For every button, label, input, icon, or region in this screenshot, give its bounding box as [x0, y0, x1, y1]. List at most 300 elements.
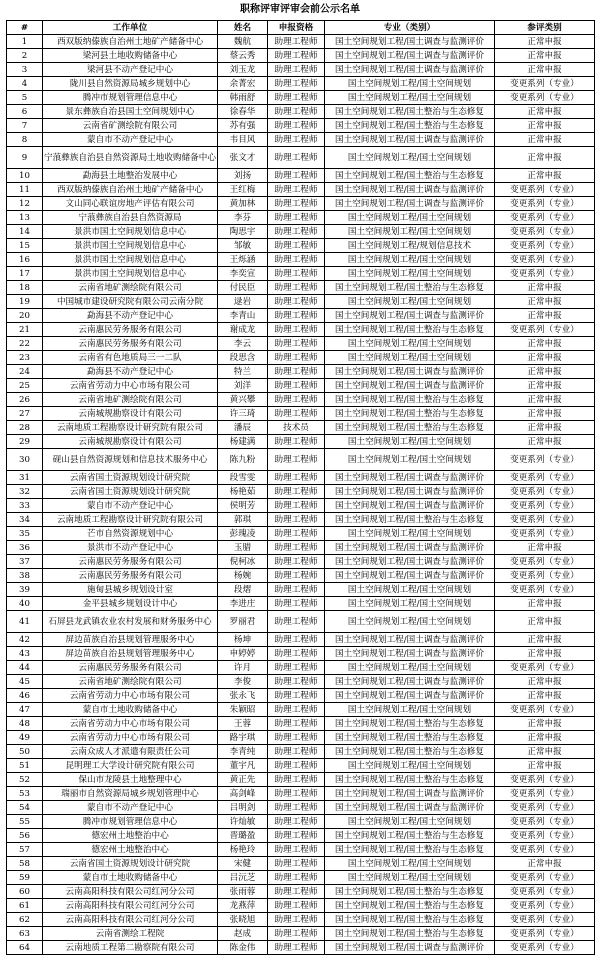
row-employer: 云南惠民劳务服务有限公司 [43, 323, 218, 337]
row-category: 正常申报 [495, 611, 595, 633]
row-name: 王红梅 [218, 183, 268, 197]
row-specialty: 国土空间规划工程/国土空间规划 [325, 815, 495, 829]
row-index: 62 [7, 913, 43, 927]
row-specialty: 国土空间规划工程/国土调查与监测评价 [325, 541, 495, 555]
row-index: 24 [7, 365, 43, 379]
row-specialty: 国土空间规划工程/国土空间规划 [325, 871, 495, 885]
row-specialty: 国土空间规划工程/国土空间规划 [325, 703, 495, 717]
row-qualification: 助理工程师 [268, 773, 325, 787]
table-row [7, 119, 595, 133]
row-name: 李芬 [218, 211, 268, 225]
row-qualification: 助理工程师 [268, 583, 325, 597]
row-specialty: 国土空间规划工程/国土调查与监测评价 [325, 309, 495, 323]
row-index: 43 [7, 647, 43, 661]
table-row [7, 647, 595, 661]
row-specialty: 国土空间规划工程/国土整治与生态修复 [325, 829, 495, 843]
row-category: 变更系列（专业） [495, 513, 595, 527]
row-name: 路宇琪 [218, 731, 268, 745]
row-name: 倪柯冰 [218, 555, 268, 569]
row-employer: 景洪市国土空间规划信息中心 [43, 225, 218, 239]
row-index: 40 [7, 597, 43, 611]
row-name: 张永飞 [218, 689, 268, 703]
row-specialty: 国土空间规划工程/国土调查与监测评价 [325, 499, 495, 513]
table-row [7, 927, 595, 941]
row-qualification: 助理工程师 [268, 239, 325, 253]
row-qualification: 助理工程师 [268, 35, 325, 49]
table-row [7, 913, 595, 927]
row-name: 苏有强 [218, 119, 268, 133]
row-qualification: 助理工程师 [268, 77, 325, 91]
row-index: 37 [7, 555, 43, 569]
row-name: 邹敏 [218, 239, 268, 253]
table-row [7, 323, 595, 337]
row-specialty: 国土空间规划工程/国土调查与监测评价 [325, 35, 495, 49]
table-row [7, 857, 595, 871]
table-row [7, 843, 595, 857]
row-specialty: 国土空间规划工程/国土整治与生态修复 [325, 885, 495, 899]
table-row [7, 105, 595, 119]
row-name: 魏航 [218, 35, 268, 49]
row-qualification: 助理工程师 [268, 133, 325, 147]
row-employer: 屏边苗族自治县规划管理服务中心 [43, 647, 218, 661]
row-employer: 云南省矿测绘院有限公司 [43, 119, 218, 133]
row-employer: 云南省有色地质局三一二队 [43, 351, 218, 365]
table-row [7, 309, 595, 323]
row-category: 正常申报 [495, 597, 595, 611]
row-specialty: 国土空间规划工程/国土整治与生态修复 [325, 731, 495, 745]
row-index: 28 [7, 421, 43, 435]
row-category: 变更系列（专业） [495, 787, 595, 801]
row-name: 张雨蓉 [218, 885, 268, 899]
table-row [7, 527, 595, 541]
row-qualification: 助理工程师 [268, 815, 325, 829]
row-specialty: 国土空间规划工程/国土空间规划 [325, 295, 495, 309]
row-category: 变更系列（专业） [495, 211, 595, 225]
row-category: 正常申报 [495, 633, 595, 647]
row-category: 正常申报 [495, 393, 595, 407]
row-name: 杨艳茹 [218, 485, 268, 499]
row-specialty: 国土空间规划工程/国土整治与生态修复 [325, 913, 495, 927]
row-name: 谢成龙 [218, 323, 268, 337]
row-index: 42 [7, 633, 43, 647]
row-index: 55 [7, 815, 43, 829]
row-name: 张晓旭 [218, 913, 268, 927]
row-index: 38 [7, 569, 43, 583]
row-category: 变更系列（专业） [495, 583, 595, 597]
row-category: 正常申报 [495, 63, 595, 77]
row-employer: 云南惠民劳务服务有限公司 [43, 337, 218, 351]
row-index: 1 [7, 35, 43, 49]
table-body [7, 35, 595, 955]
row-category: 正常申报 [495, 119, 595, 133]
table-row [7, 583, 595, 597]
row-index: 23 [7, 351, 43, 365]
row-index: 53 [7, 787, 43, 801]
row-index: 44 [7, 661, 43, 675]
row-category: 变更系列（专业） [495, 253, 595, 267]
row-employer: 云南城规勘察设计有限公司 [43, 435, 218, 449]
row-index: 35 [7, 527, 43, 541]
row-index: 54 [7, 801, 43, 815]
row-index: 8 [7, 133, 43, 147]
row-category: 变更系列（专业） [495, 829, 595, 843]
row-employer: 景洪市不动产登记中心 [43, 541, 218, 555]
row-qualification: 助理工程师 [268, 323, 325, 337]
row-category: 变更系列（专业） [495, 197, 595, 211]
row-specialty: 国土空间规划工程/国土整治与生态修复 [325, 773, 495, 787]
table-row [7, 239, 595, 253]
row-specialty: 国土空间规划工程/国土整治与生态修复 [325, 421, 495, 435]
row-category: 变更系列（专业） [495, 267, 595, 281]
table-row [7, 449, 595, 471]
row-index: 31 [7, 471, 43, 485]
row-qualification: 助理工程师 [268, 513, 325, 527]
row-name: 龙燕萍 [218, 899, 268, 913]
row-index: 56 [7, 829, 43, 843]
row-qualification: 助理工程师 [268, 267, 325, 281]
row-category: 正常申报 [495, 35, 595, 49]
row-index: 26 [7, 393, 43, 407]
table-row [7, 513, 595, 527]
row-qualification: 助理工程师 [268, 647, 325, 661]
row-specialty: 国土空间规划工程/国土调查与监测评价 [325, 633, 495, 647]
row-name: 陈九粉 [218, 449, 268, 471]
row-qualification: 助理工程师 [268, 569, 325, 583]
row-employer: 宁蒗彝族自治县自然资源局 [43, 211, 218, 225]
row-category: 变更系列（专业） [495, 569, 595, 583]
row-category: 正常申报 [495, 49, 595, 63]
row-specialty: 国土空间规划工程/国土调查与监测评价 [325, 787, 495, 801]
row-index: 4 [7, 77, 43, 91]
row-employer: 云南惠民劳务服务有限公司 [43, 555, 218, 569]
row-specialty: 国土空间规划工程/国土空间规划 [325, 253, 495, 267]
table-row [7, 773, 595, 787]
row-index: 33 [7, 499, 43, 513]
row-name: 杨婉 [218, 569, 268, 583]
header-employer: 工作单位 [43, 21, 218, 35]
table-row [7, 169, 595, 183]
table-header-row [7, 21, 595, 35]
row-name: 宋健 [218, 857, 268, 871]
row-qualification: 助理工程师 [268, 169, 325, 183]
row-employer: 云南省地矿测绘院有限公司 [43, 281, 218, 295]
row-specialty: 国土空间规划工程/国土空间规划 [325, 611, 495, 633]
row-qualification: 助理工程师 [268, 689, 325, 703]
row-index: 48 [7, 717, 43, 731]
row-qualification: 助理工程师 [268, 913, 325, 927]
row-category: 正常申报 [495, 675, 595, 689]
row-category: 变更系列（专业） [495, 801, 595, 815]
row-name: 吕沅芝 [218, 871, 268, 885]
row-specialty: 国土空间规划工程/国土调查与监测评价 [325, 941, 495, 955]
table-row [7, 485, 595, 499]
row-category: 正常申报 [495, 421, 595, 435]
row-qualification: 助理工程师 [268, 295, 325, 309]
row-index: 16 [7, 253, 43, 267]
table-row [7, 91, 595, 105]
row-index: 15 [7, 239, 43, 253]
row-specialty: 国土空间规划工程/规划信息技术 [325, 239, 495, 253]
row-category: 变更系列（专业） [495, 77, 595, 91]
row-qualification: 助理工程师 [268, 941, 325, 955]
row-index: 22 [7, 337, 43, 351]
row-qualification: 助理工程师 [268, 49, 325, 63]
row-name: 王烁涵 [218, 253, 268, 267]
row-qualification: 助理工程师 [268, 147, 325, 169]
row-employer: 云南高阳科技有限公司红河分公司 [43, 885, 218, 899]
row-qualification: 助理工程师 [268, 611, 325, 633]
row-category: 变更系列（专业） [495, 471, 595, 485]
row-qualification: 助理工程师 [268, 633, 325, 647]
row-category: 正常申报 [495, 133, 595, 147]
row-qualification: 助理工程师 [268, 449, 325, 471]
row-qualification: 助理工程师 [268, 703, 325, 717]
row-name: 许月 [218, 661, 268, 675]
row-name: 逯岩 [218, 295, 268, 309]
table-row [7, 435, 595, 449]
row-employer: 云南地质工程勘察设计研究院有限公司 [43, 421, 218, 435]
row-category: 变更系列（专业） [495, 485, 595, 499]
row-index: 39 [7, 583, 43, 597]
row-qualification: 助理工程师 [268, 225, 325, 239]
row-specialty: 国土空间规划工程/国土整治与生态修复 [325, 119, 495, 133]
row-name: 王蓉 [218, 717, 268, 731]
table-row [7, 717, 595, 731]
row-specialty: 国土空间规划工程/国土整治与生态修复 [325, 393, 495, 407]
row-name: 张文才 [218, 147, 268, 169]
row-category: 变更系列（专业） [495, 927, 595, 941]
table-row [7, 281, 595, 295]
header-index: # [7, 21, 43, 35]
row-category: 正常申报 [495, 717, 595, 731]
row-specialty: 国土空间规划工程/国土调查与监测评价 [325, 569, 495, 583]
row-index: 59 [7, 871, 43, 885]
row-name: 付民臣 [218, 281, 268, 295]
row-employer: 云南地质工程第二勘察院有限公司 [43, 941, 218, 955]
row-name: 特兰 [218, 365, 268, 379]
row-name: 黄兴攀 [218, 393, 268, 407]
row-index: 3 [7, 63, 43, 77]
row-qualification: 助理工程师 [268, 927, 325, 941]
row-qualification: 助理工程师 [268, 759, 325, 773]
row-category: 变更系列（专业） [495, 703, 595, 717]
row-specialty: 国土空间规划工程/国土调查与监测评价 [325, 689, 495, 703]
row-specialty: 国土空间规划工程/国土空间规划 [325, 225, 495, 239]
row-index: 9 [7, 147, 43, 169]
row-index: 41 [7, 611, 43, 633]
row-index: 58 [7, 857, 43, 871]
row-qualification: 助理工程师 [268, 91, 325, 105]
table-row [7, 499, 595, 513]
table-row [7, 365, 595, 379]
header-qualification: 申报资格 [268, 21, 325, 35]
row-qualification: 助理工程师 [268, 365, 325, 379]
table-row [7, 211, 595, 225]
table-row [7, 253, 595, 267]
row-qualification: 助理工程师 [268, 337, 325, 351]
row-category: 变更系列（专业） [495, 885, 595, 899]
row-qualification: 助理工程师 [268, 717, 325, 731]
row-name: 蔡云秀 [218, 49, 268, 63]
row-qualification: 助理工程师 [268, 527, 325, 541]
row-employer: 昆明理工大学设计研究院有限公司 [43, 759, 218, 773]
row-qualification: 助理工程师 [268, 499, 325, 513]
row-qualification: 助理工程师 [268, 351, 325, 365]
table-row [7, 703, 595, 717]
table-row [7, 295, 595, 309]
row-employer: 陇川县自然资源局城乡规划中心 [43, 77, 218, 91]
table-row [7, 611, 595, 633]
row-index: 14 [7, 225, 43, 239]
row-index: 10 [7, 169, 43, 183]
row-employer: 云南众成人才派遣有限责任公司 [43, 745, 218, 759]
header-name: 姓名 [218, 21, 268, 35]
row-qualification: 助理工程师 [268, 843, 325, 857]
row-category: 变更系列（专业） [495, 499, 595, 513]
row-index: 51 [7, 759, 43, 773]
row-category: 正常申报 [495, 379, 595, 393]
row-index: 63 [7, 927, 43, 941]
row-category: 变更系列（专业） [495, 871, 595, 885]
table-row [7, 351, 595, 365]
table-row [7, 63, 595, 77]
table-row [7, 471, 595, 485]
row-name: 侯明芳 [218, 499, 268, 513]
table-row [7, 541, 595, 555]
row-specialty: 国土空间规划工程/国土空间规划 [325, 449, 495, 471]
row-category: 变更系列（专业） [495, 225, 595, 239]
row-employer: 文山同心联谊房地产评估有限公司 [43, 197, 218, 211]
row-name: 陶思宇 [218, 225, 268, 239]
applicant-table [6, 20, 595, 955]
row-specialty: 国土空间规划工程/国土空间规划 [325, 597, 495, 611]
row-category: 正常申报 [495, 745, 595, 759]
row-employer: 蒙自市不动产登记中心 [43, 801, 218, 815]
row-qualification: 助理工程师 [268, 105, 325, 119]
row-category: 正常申报 [495, 647, 595, 661]
row-name: 陈金伟 [218, 941, 268, 955]
row-qualification: 助理工程师 [268, 731, 325, 745]
row-specialty: 国土空间规划工程/国土整治与生态修复 [325, 927, 495, 941]
row-category: 变更系列（专业） [495, 183, 595, 197]
row-employer: 景洪市国土空间规划信息中心 [43, 253, 218, 267]
row-index: 64 [7, 941, 43, 955]
row-category: 变更系列（专业） [495, 91, 595, 105]
row-employer: 云南省地矿测绘院有限公司 [43, 675, 218, 689]
row-name: 赵成 [218, 927, 268, 941]
row-employer: 景东彝族自治县国土空间规划中心 [43, 105, 218, 119]
row-employer: 云南城规勘察设计有限公司 [43, 407, 218, 421]
table-row [7, 899, 595, 913]
row-specialty: 国土空间规划工程/国土空间规划 [325, 435, 495, 449]
row-index: 49 [7, 731, 43, 745]
row-specialty: 国土空间规划工程/国土整治与生态修复 [325, 105, 495, 119]
table-row [7, 759, 595, 773]
row-category: 变更系列（专业） [495, 661, 595, 675]
row-qualification: 助理工程师 [268, 661, 325, 675]
row-qualification: 助理工程师 [268, 485, 325, 499]
row-employer: 云南省国土资源规划设计研究院 [43, 857, 218, 871]
row-category: 正常申报 [495, 689, 595, 703]
row-qualification: 助理工程师 [268, 281, 325, 295]
row-category: 正常申报 [495, 351, 595, 365]
row-name: 吕明剑 [218, 801, 268, 815]
row-category: 正常申报 [495, 435, 595, 449]
row-specialty: 国土空间规划工程/国土调查与监测评价 [325, 471, 495, 485]
row-name: 郭琪 [218, 513, 268, 527]
row-employer: 云南省地矿测绘院有限公司 [43, 393, 218, 407]
table-row [7, 689, 595, 703]
row-index: 20 [7, 309, 43, 323]
row-name: 许灿敏 [218, 815, 268, 829]
row-specialty: 国土空间规划工程/国土空间规划 [325, 759, 495, 773]
row-specialty: 国土空间规划工程/国土整治与生态修复 [325, 899, 495, 913]
row-specialty: 国土空间规划工程/国土空间规划 [325, 661, 495, 675]
row-index: 50 [7, 745, 43, 759]
row-specialty: 国土空间规划工程/国土空间规划 [325, 583, 495, 597]
row-employer: 蒙自市不动产登记中心 [43, 499, 218, 513]
row-qualification: 助理工程师 [268, 393, 325, 407]
row-qualification: 助理工程师 [268, 253, 325, 267]
row-index: 60 [7, 885, 43, 899]
row-employer: 云南省国土资源规划设计研究院 [43, 471, 218, 485]
row-employer: 石屏县龙武镇农业农村发展和财务服务中心 [43, 611, 218, 633]
row-employer: 芒市自然资源规划中心 [43, 527, 218, 541]
row-employer: 施甸县城乡规划设计室 [43, 583, 218, 597]
row-qualification: 助理工程师 [268, 597, 325, 611]
row-name: 黄加林 [218, 197, 268, 211]
row-specialty: 国土空间规划工程/国土空间规划 [325, 337, 495, 351]
row-index: 46 [7, 689, 43, 703]
row-category: 正常申报 [495, 105, 595, 119]
row-index: 36 [7, 541, 43, 555]
table-row [7, 197, 595, 211]
row-employer: 梁河县土地收购储备中心 [43, 49, 218, 63]
row-category: 变更系列（专业） [495, 527, 595, 541]
row-category: 正常申报 [495, 541, 595, 555]
row-qualification: 助理工程师 [268, 555, 325, 569]
row-employer: 云南省劳动力中心市场有限公司 [43, 731, 218, 745]
row-qualification: 助理工程师 [268, 899, 325, 913]
row-qualification: 助理工程师 [268, 541, 325, 555]
row-qualification: 助理工程师 [268, 211, 325, 225]
row-name: 潘辰 [218, 421, 268, 435]
row-index: 21 [7, 323, 43, 337]
row-name: 许三琦 [218, 407, 268, 421]
row-name: 罗丽君 [218, 611, 268, 633]
table-row [7, 675, 595, 689]
row-specialty: 国土空间规划工程/国土调查与监测评价 [325, 197, 495, 211]
row-index: 52 [7, 773, 43, 787]
table-row [7, 815, 595, 829]
row-category: 正常申报 [495, 295, 595, 309]
row-index: 61 [7, 899, 43, 913]
row-employer: 瑞丽市自然资源局城乡规划管理中心 [43, 787, 218, 801]
row-specialty: 国土空间规划工程/国土调查与监测评价 [325, 49, 495, 63]
row-specialty: 国土空间规划工程/国土整治与生态修复 [325, 513, 495, 527]
row-employer: 西双版纳傣族自治州土地矿产储备中心 [43, 35, 218, 49]
row-index: 27 [7, 407, 43, 421]
row-name: 董宇凡 [218, 759, 268, 773]
row-name: 李青山 [218, 309, 268, 323]
row-specialty: 国土空间规划工程/国土整治与生态修复 [325, 169, 495, 183]
row-index: 12 [7, 197, 43, 211]
row-category: 正常申报 [495, 857, 595, 871]
row-specialty: 国土空间规划工程/国土调查与监测评价 [325, 379, 495, 393]
row-index: 57 [7, 843, 43, 857]
row-employer: 屏边苗族自治县规划管理服务中心 [43, 633, 218, 647]
row-employer: 云南高阳科技有限公司红河分公司 [43, 913, 218, 927]
